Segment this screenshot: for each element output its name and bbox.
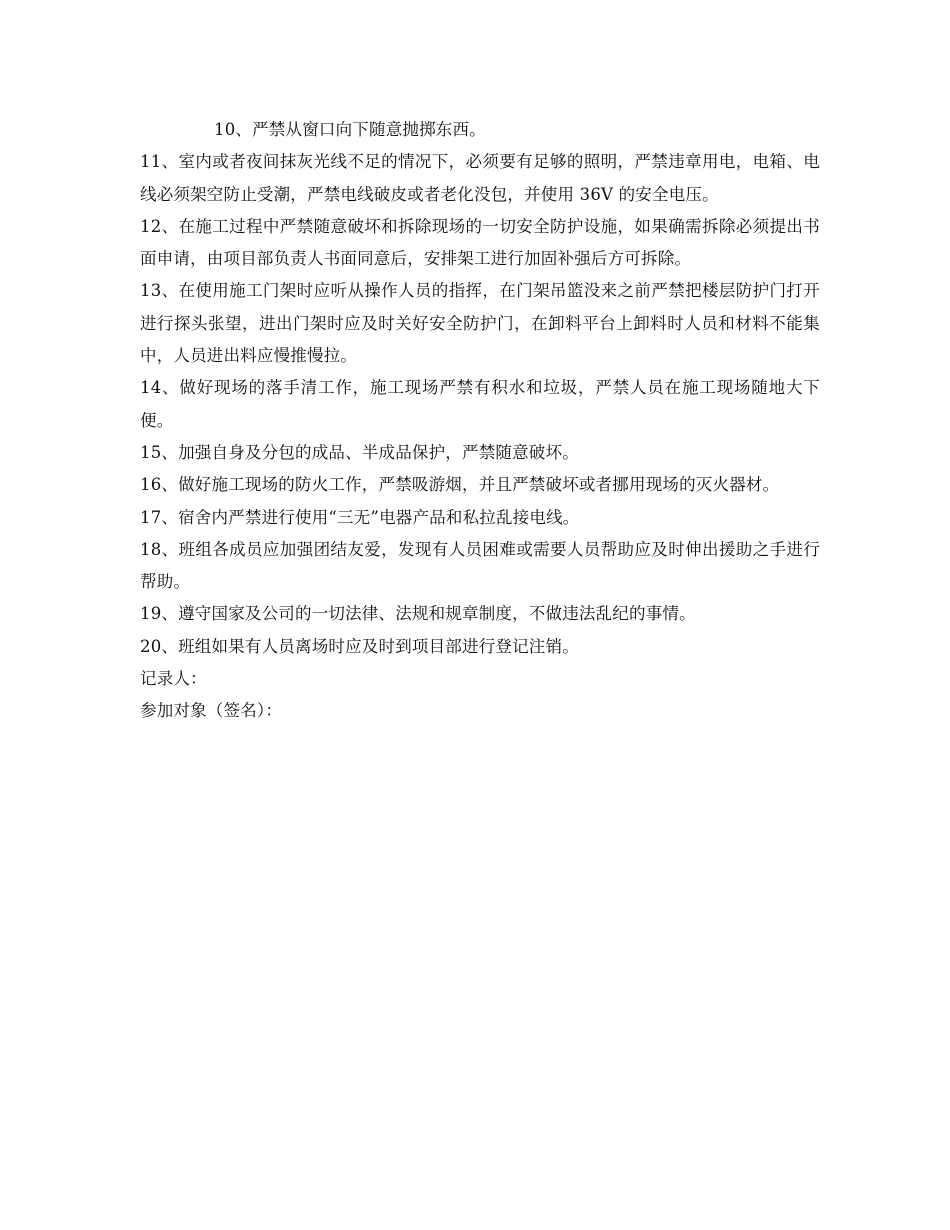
rule-item-11: 11、室内或者夜间抹灰光线不足的情况下，必须要有足够的照明，严禁违章用电，电箱、电线必须架空防止受潮，严禁电线破皮或者老化没包，并使用 36V 的安全电压。 bbox=[140, 152, 820, 204]
rule-item-12: 12、在施工过程中严禁随意破坏和拆除现场的一切安全防护设施，如果确需拆除必须提出书面申请，由项目部负责人书面同意后，安排架工进行加固补强后方可拆除。 bbox=[140, 216, 820, 269]
document-body bbox=[140, 114, 820, 728]
rule-item-17: 17、宿舍内严禁进行使用“三无”电器产品和私拉乱接电线。 bbox=[140, 507, 580, 527]
rule-item-18: 18、班组各成员应加强团结友爱，发现有人员困难或需要人员帮助应及时伸出援助之手进行帮助。 bbox=[140, 539, 820, 592]
rule-item-15: 15、加强自身及分包的成品、半成品保护，严禁随意破坏。 bbox=[140, 442, 579, 462]
rule-item-13: 13、在使用施工门架时应听从操作人员的指挥，在门架吊篮没来之前严禁把楼层防护门打开进行探头张望，进出门架时应及时关好安全防护门，在卸料平台上卸料时人员和材料不能集中，人员进出料应慢推慢拉。 bbox=[140, 281, 820, 366]
participants-signature-label: 参加对象（签名）： bbox=[140, 701, 283, 721]
recorder-label: 记录人： bbox=[140, 669, 207, 689]
rule-item-20: 20、班组如果有人员离场时应及时到项目部进行登记注销。 bbox=[140, 636, 579, 656]
rule-item-16: 16、做好施工现场的防火工作，严禁吸游烟，并且严禁破坏或者挪用现场的灭火器材。 bbox=[140, 475, 780, 495]
rule-item-19: 19、遵守国家及公司的一切法律、法规和规章制度，不做违法乱纪的事情。 bbox=[140, 604, 696, 624]
rule-item-10: 10、严禁从窗口向下随意抛掷东西。 bbox=[214, 120, 486, 139]
rule-item-14: 14、做好现场的落手清工作，施工现场严禁有积水和垃圾，严禁人员在施工现场随地大下便。 bbox=[140, 378, 820, 430]
